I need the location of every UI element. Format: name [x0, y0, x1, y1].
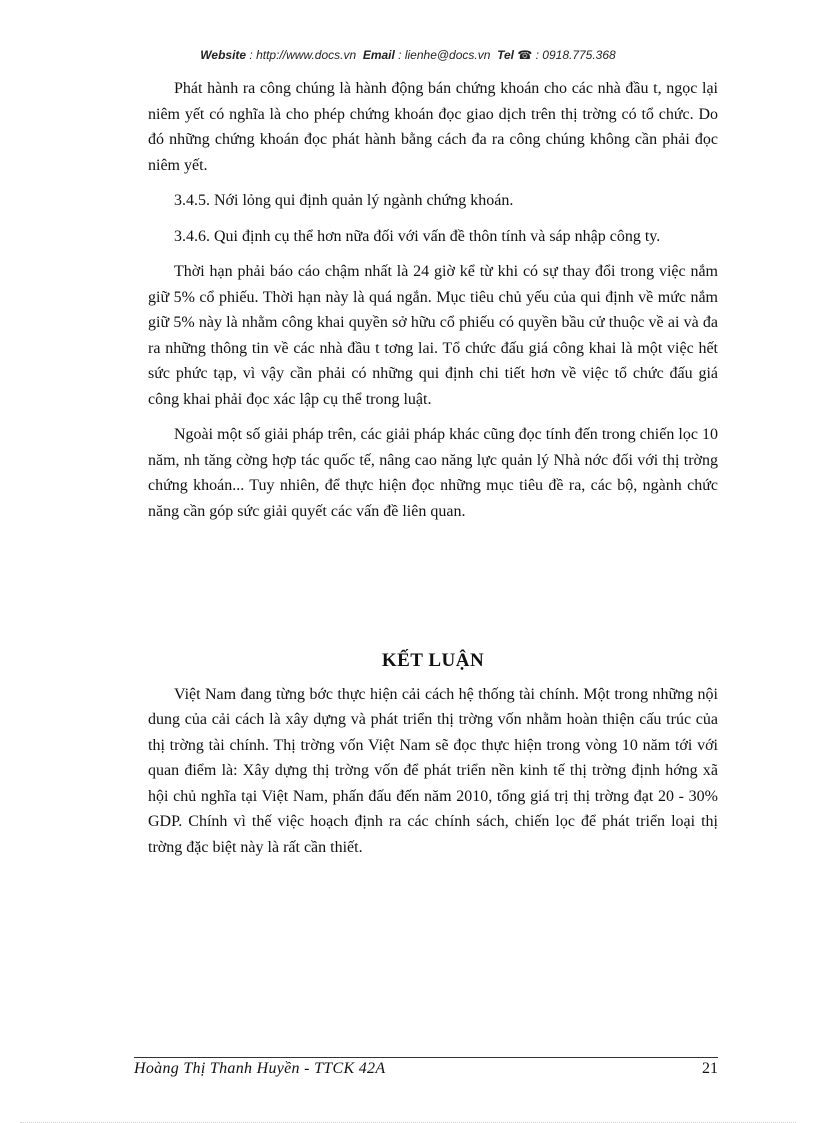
paragraph-4: Thời hạn phải báo cáo chậm nhất là 24 giờ kể từ khi có sự thay đổi trong việc nắm giữ 5% cổ phiếu. Thời hạn này là quá ngắn. Mục tiêu chủ yếu của qui định về mức nắm giữ 5% này là nhằm công khai quyền sở hữu cổ phiếu có quyền bầu cử thuộc về ai và đa ra những thông tin về các nhà đầu t tơng lai. Tổ chức đấu giá công khai là một việc hết sức phức tạp, vì vậy cần phải có những qui định chi tiết hơn về việc tổ chức đấu giá công khai phải đọc xác lập cụ thể trong luật.	[148, 263, 718, 408]
email-label: Email	[362, 48, 395, 62]
section-3-4-5: 3.4.5. Nới lỏng qui định quản lý ngành chứng khoán.	[174, 192, 514, 209]
conclusion-paragraph: Việt Nam đang từng bớc thực hiện cải cách hệ thống tài chính. Một trong những nội dung của cải cách là xây dựng và phát triển thị trờng vốn nhằm hoàn thiện cấu trúc của thị trờng tài chính. Thị trờng vốn Việt Nam sẽ đọc thực hiện trong vòng 10 năm tới với quan điểm là: Xây dựng thị trờng vốn để phát triển nền kinh tế thị trờng định hớng xã hội chủ nghĩa tại Việt Nam, phấn đấu đến năm 2010, tổng giá trị thị trờng đạt 20 - 30% GDP. Chính vì thế việc hoạch định ra các chính sách, chiến lọc để phát triển loại thị trờng đặc biệt này là rất cần thiết.	[148, 685, 718, 856]
tel-value: : 0918.775.368	[535, 48, 616, 62]
website-label: Website	[200, 48, 247, 62]
paragraph-5: Ngoài một số giải pháp trên, các giải pháp khác cũng đọc tính đến trong chiến lọc 10 năm, nh tăng cờng hợp tác quốc tế, nâng cao năng lực quản lý Nhà nớc đối với thị trờng chứng khoán... Tuy nhiên, để thực hiện đọc những mục tiêu đề ra, các bộ, ngành chức năng cần góp sức giải quyết các vấn đề liên quan.	[148, 426, 718, 520]
email-value: : lienhe@docs.vn	[398, 48, 491, 62]
footer-divider	[134, 1057, 718, 1058]
conclusion-heading: KẾT LUẬN	[381, 650, 485, 671]
page-header	[0, 48, 816, 62]
tel-label: Tel	[497, 48, 514, 62]
page-body	[148, 76, 718, 870]
website-value: : http://www.docs.vn	[249, 48, 357, 62]
footer-author: Hoàng Thị Thanh Huyền - TTCK 42A	[134, 1060, 386, 1077]
page-number: 21	[702, 1060, 718, 1077]
paragraph-1: Phát hành ra công chúng là hành động bán chứng khoán cho các nhà đầu t, ngọc lại niêm yết có nghĩa là cho phép chứng khoán đọc giao dịch trên thị trờng có tổ chức. Do đó những chứng khoán đọc phát hành bằng cách đa ra công chúng không cần phải đọc niêm yết.	[148, 80, 718, 174]
section-3-4-6: 3.4.6. Qui định cụ thể hơn nữa đối với vấn đề thôn tính và sáp nhập công ty.	[174, 227, 661, 245]
phone-icon: ☎	[517, 48, 533, 62]
